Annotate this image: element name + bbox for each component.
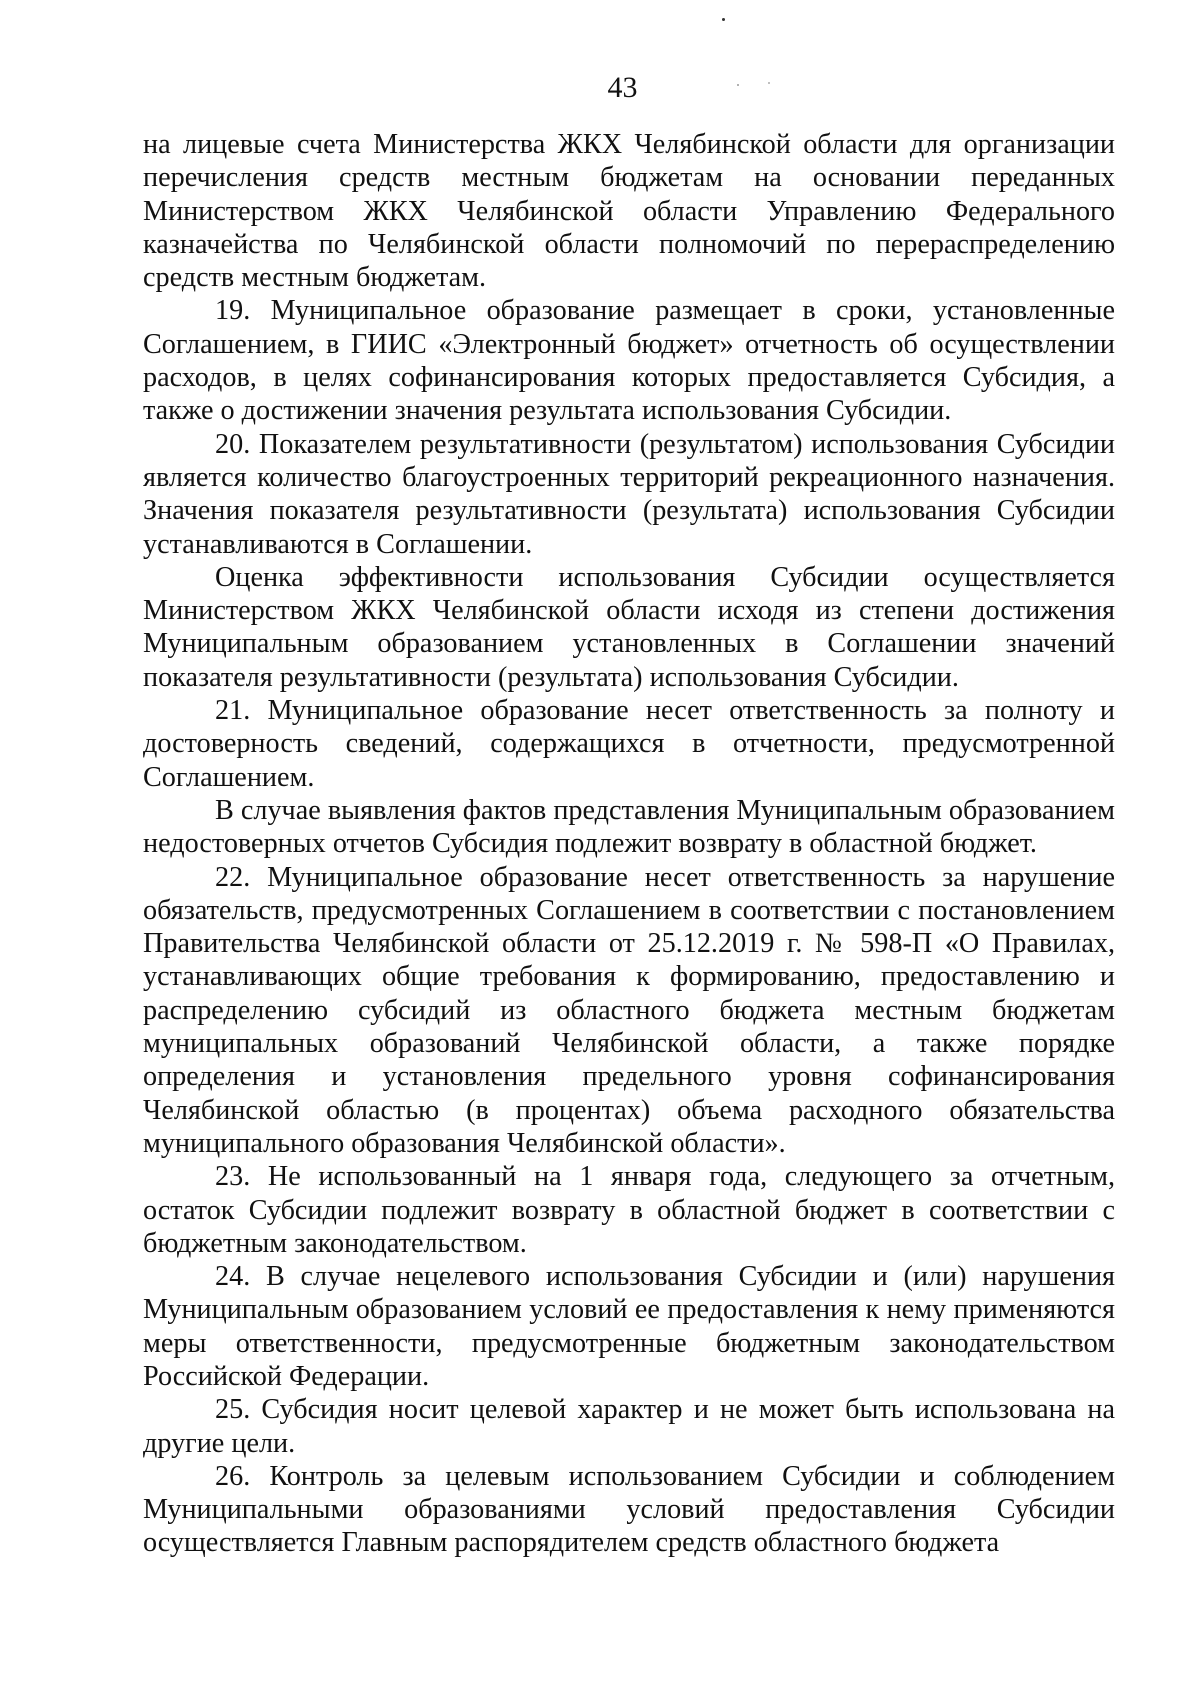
paragraph-24: 24. В случае нецелевого использования Субсидии и (или) нарушения Муниципальным образованием условий ее предоставления к нему применяются меры ответственности, предусмотренные бюджетным законодательством Российской Федерации. (143, 1261, 1115, 1392)
paragraph-25: 25. Субсидия носит целевой характер и не может быть использована на другие цели. (143, 1394, 1115, 1459)
paragraph-20: 20. Показателем результативности (результатом) использования Субсидии является количество благоустроенных территорий рекреационного назначения. Значения показателя результативности (результата) использования Субсидии устанавливаются в Соглашении. (143, 428, 1115, 560)
paragraph-continuation: на лицевые счета Министерства ЖКХ Челябинской области для организации перечисления средств местным бюджетам на основании переданных Министерством ЖКХ Челябинской области Управлению Федерального казначейства по Челябинской области полномочий по перераспределению средств местным бюджетам. (143, 129, 1115, 294)
paragraph-26: 26. Контроль за целевым использованием Субсидии и соблюдением Муниципальными образованиями условий предоставления Субсидии осуществляется Главным распорядителем средств областного бюджета (143, 1460, 1115, 1559)
paragraph-23: 23. Не использованный на 1 января года, следующего за отчетным, остаток Субсидии подлежит возврату в областной бюджет в соответствии с бюджетным законодательством. (143, 1161, 1115, 1259)
page-number: 43 (607, 71, 638, 104)
paragraph-22: 22. Муниципальное образование несет ответственность за нарушение обязательств, предусмотренных Соглашением в соответствии с постановлением Правительства Челябинской области от 25.12.2019 г. № 598-П «О Правилах, устанавливающих общие требования к формированию, предоставлению и распределению субсидий из областного бюджета местным бюджетам муниципальных образований Челябинской области, а также порядке определения и установления предельного уровня софинансирования Челябинской областью (в процентах) объема расходного обязательства муниципального образования Челябинской области». (143, 861, 1115, 1159)
paragraph-21: 21. Муниципальное образование несет ответственность за полноту и достоверность сведений, содержащихся в отчетности, предусмотренной Соглашением. (143, 695, 1115, 793)
paragraph-19: 19. Муниципальное образование размещает в сроки, установленные Соглашением, в ГИИС «Электронный бюджет» отчетность об осуществлении расходов, в целях софинансирования которых предоставляется Субсидия, а также о достижении значения результата использования Субсидии. (143, 295, 1115, 427)
paragraph-20-assessment: Оценка эффективности использования Субсидии осуществляется Министерством ЖКХ Челябинской области исходя из степени достижения Муниципальным образованием установленных в Соглашении значений показателя результативности (результата) использования Субсидии. (143, 561, 1115, 693)
paragraph-21-refund: В случае выявления фактов представления Муниципальным образованием недостоверных отчетов Субсидия подлежит возврату в областной бюджет. (143, 794, 1115, 860)
document-body (143, 128, 1115, 1560)
scan-speck (722, 18, 725, 21)
